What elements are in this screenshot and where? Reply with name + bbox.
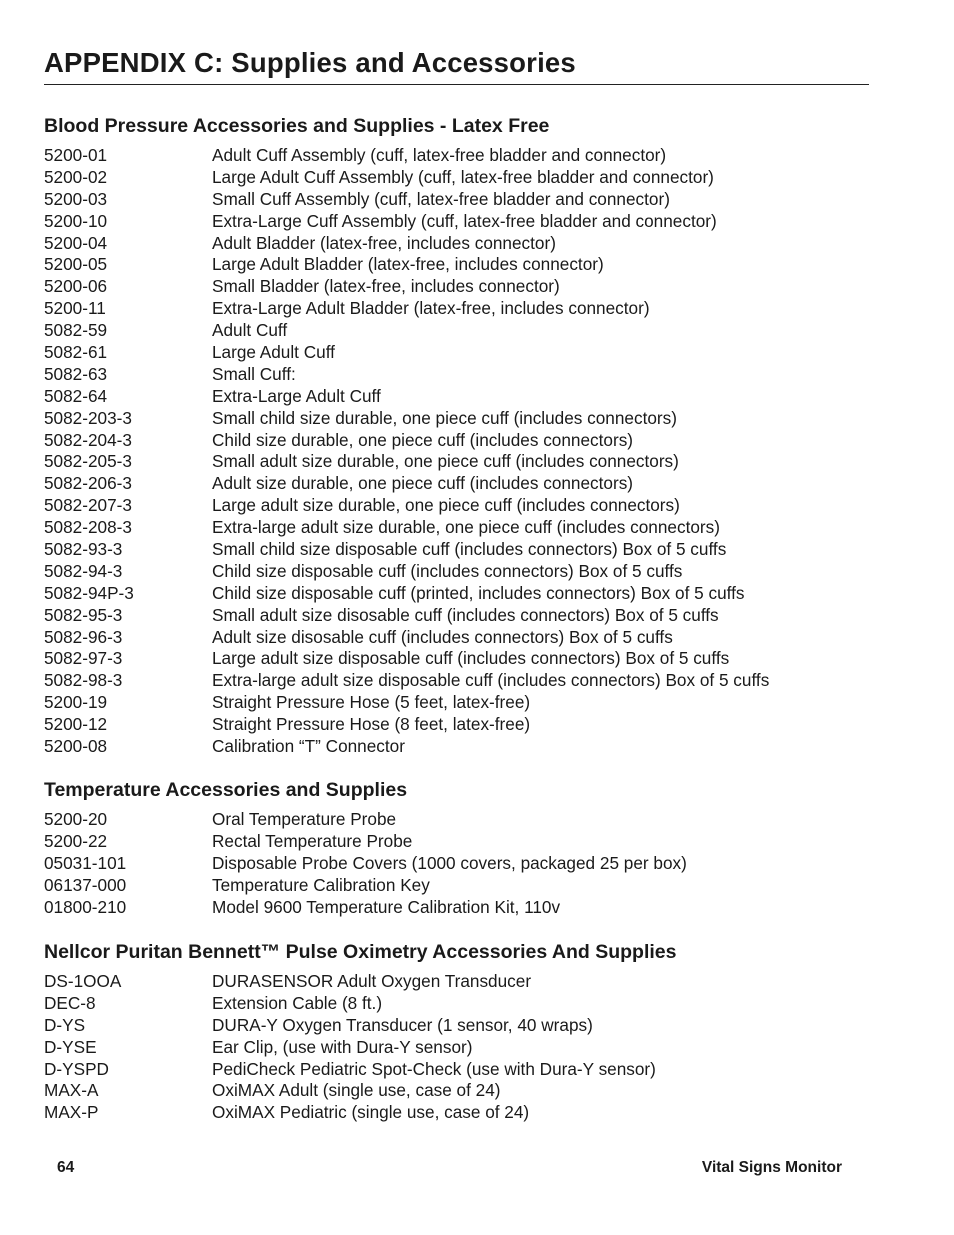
part-description: Adult Bladder (latex-free, includes connector) [212,232,556,253]
part-number: 5200-03 [44,188,108,209]
part-description: Ear Clip, (use with Dura-Y sensor) [212,1036,473,1057]
item-list [44,971,904,1124]
title-divider [44,84,869,85]
list-item [44,1037,904,1059]
list-item [44,993,904,1015]
part-description: Small Bladder (latex-free, includes connector) [212,276,560,297]
part-description: Large Adult Cuff Assembly (cuff, latex-free bladder and connector) [212,166,714,187]
section-temperature [44,776,904,918]
list-item [44,473,904,495]
part-description: Extra-large adult size durable, one piece cuff (includes connectors) [212,517,720,538]
part-number: 5082-207-3 [44,495,132,516]
list-item [44,298,904,320]
part-number: 5082-205-3 [44,451,132,472]
part-description: Disposable Probe Covers (1000 covers, packaged 25 per box) [212,852,687,873]
part-number: 5200-22 [44,830,108,851]
part-description: OxiMAX Pediatric (single use, case of 24) [212,1102,530,1123]
part-description: PediCheck Pediatric Spot-Check (use with Dura-Y sensor) [212,1058,656,1079]
list-item [44,495,904,517]
part-number: DEC-8 [44,992,96,1013]
page-number: 64 [57,1159,75,1176]
list-item [44,583,904,605]
part-number: 5200-05 [44,254,108,275]
list-item [44,1102,904,1124]
part-description: Small adult size disosable cuff (includes connectors) Box of 5 cuffs [212,604,719,625]
section-heading: Nellcor Puritan Bennett™ Pulse Oximetry Accessories And Supplies [44,941,677,963]
part-description: Temperature Calibration Key [212,874,430,895]
list-item [44,451,904,473]
part-description: DURASENSOR Adult Oxygen Transducer [212,971,532,991]
list-item [44,853,904,875]
list-item [44,648,904,670]
part-number: 5082-59 [44,320,108,341]
part-description: Oral Temperature Probe [212,809,397,829]
list-item [44,211,904,233]
section-blood-pressure [44,112,904,758]
part-description: Adult size durable, one piece cuff (includes connectors) [212,473,634,494]
part-description: Large Adult Bladder (latex-free, includes connector) [212,254,604,275]
part-description: Small Cuff Assembly (cuff, latex-free bladder and connector) [212,188,670,209]
list-item [44,875,904,897]
part-description: Model 9600 Temperature Calibration Kit, 110v [212,896,561,917]
part-description: DURA-Y Oxygen Transducer (1 sensor, 40 wraps) [212,1014,593,1035]
part-description: Calibration “T” Connector [212,736,405,757]
part-description: Small Cuff: [212,363,296,384]
list-item [44,561,904,583]
list-item [44,430,904,452]
part-description: Adult size disosable cuff (includes connectors) Box of 5 cuffs [212,626,673,647]
list-item [44,809,904,831]
part-number: MAX-A [44,1080,99,1101]
part-number: 5082-203-3 [44,407,132,428]
part-number: 5200-12 [44,714,108,735]
part-number: 5082-94-3 [44,560,123,581]
part-number: 5082-97-3 [44,648,123,669]
list-item [44,1015,904,1037]
list-item [44,971,904,993]
part-description: Child size disposable cuff (printed, includes connectors) Box of 5 cuffs [212,582,745,603]
part-number: 5200-20 [44,809,108,829]
part-description: Extra-Large Adult Cuff [212,385,381,406]
part-description: Large Adult Cuff [212,342,335,363]
list-item [44,408,904,430]
part-description: Small child size disposable cuff (includes connectors) Box of 5 cuffs [212,539,727,560]
part-description: Small child size durable, one piece cuff (includes connectors) [212,407,677,428]
part-number: 5082-94P-3 [44,582,134,603]
part-number: 5082-98-3 [44,670,123,691]
part-number: D-YS [44,1014,86,1035]
list-item [44,1059,904,1081]
part-description: Large adult size disposable cuff (includes connectors) Box of 5 cuffs [212,648,730,669]
part-description: Straight Pressure Hose (5 feet, latex-free) [212,692,531,713]
part-description: Adult Cuff [212,320,288,341]
list-item [44,145,904,167]
list-item [44,539,904,561]
part-description: Extension Cable (8 ft.) [212,992,383,1013]
part-number: 5082-63 [44,363,108,384]
part-number: 05031-101 [44,852,127,873]
list-item [44,897,904,919]
part-number: MAX-P [44,1102,99,1123]
section-heading: Blood Pressure Accessories and Supplies - Latex Free [44,115,550,137]
list-item [44,254,904,276]
item-list [44,145,904,758]
part-number: DS-1OOA [44,971,122,991]
list-item [44,670,904,692]
part-description: Extra-Large Adult Bladder (latex-free, includes connector) [212,298,650,319]
part-number: 5200-10 [44,210,108,231]
page-title: APPENDIX C: Supplies and Accessories [44,47,576,78]
section-pulse-oximetry [44,938,904,1124]
part-number: 5200-06 [44,276,108,297]
list-item [44,692,904,714]
item-list [44,809,904,918]
list-item [44,1080,904,1102]
part-number: 5082-61 [44,342,108,363]
document-name: Vital Signs Monitor [701,1159,842,1176]
part-description: Child size disposable cuff (includes connectors) Box of 5 cuffs [212,560,683,581]
list-item [44,736,904,758]
list-item [44,167,904,189]
list-item [44,233,904,255]
list-item [44,627,904,649]
part-number: 5082-208-3 [44,517,132,538]
part-description: Small adult size durable, one piece cuff (includes connectors) [212,451,679,472]
list-item [44,189,904,211]
part-number: 5200-11 [44,298,106,319]
list-item [44,320,904,342]
list-item [44,831,904,853]
part-description: Large adult size durable, one piece cuff (includes connectors) [212,495,680,516]
part-number: 5200-01 [44,145,108,165]
section-heading: Temperature Accessories and Supplies [44,779,408,801]
list-item [44,364,904,386]
part-number: 01800-210 [44,896,127,917]
part-number: 5082-206-3 [44,473,132,494]
part-number: 5082-95-3 [44,604,123,625]
part-description: Adult Cuff Assembly (cuff, latex-free bladder and connector) [212,145,667,165]
list-item [44,276,904,298]
list-item [44,605,904,627]
part-description: Straight Pressure Hose (8 feet, latex-free) [212,714,531,735]
part-number: 5082-93-3 [44,539,123,560]
part-description: Extra-Large Cuff Assembly (cuff, latex-free bladder and connector) [212,210,717,231]
list-item [44,342,904,364]
part-number: 5200-19 [44,692,108,713]
part-number: 5200-04 [44,232,108,253]
list-item [44,517,904,539]
part-number: D-YSE [44,1036,97,1057]
part-number: 5200-02 [44,166,108,187]
part-description: OxiMAX Adult (single use, case of 24) [212,1080,501,1101]
part-number: 06137-000 [44,874,127,895]
part-description: Extra-large adult size disposable cuff (includes connectors) Box of 5 cuffs [212,670,770,691]
part-number: 5200-08 [44,736,108,757]
part-number: 5082-64 [44,385,108,406]
part-number: 5082-96-3 [44,626,123,647]
list-item [44,386,904,408]
list-item [44,714,904,736]
part-description: Rectal Temperature Probe [212,830,413,851]
part-number: D-YSPD [44,1058,109,1079]
part-description: Child size durable, one piece cuff (includes connectors) [212,429,634,450]
part-number: 5082-204-3 [44,429,132,450]
